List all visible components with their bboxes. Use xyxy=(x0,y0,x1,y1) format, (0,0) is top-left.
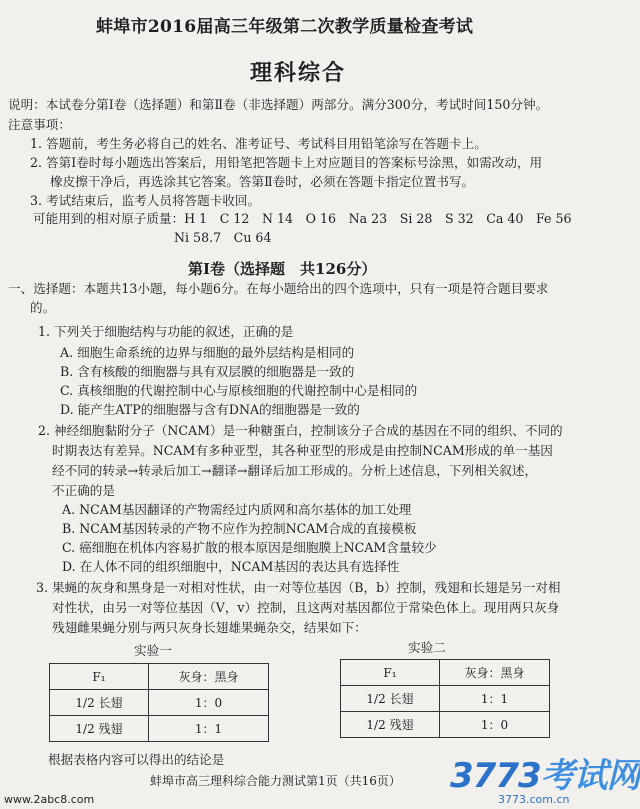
table-header-row xyxy=(341,660,550,686)
watermark-brand-url: 3773.com.cn xyxy=(498,793,570,806)
table-cell: 1/2 残翅 xyxy=(50,716,149,742)
watermark-url-left: www.2abc8.com xyxy=(4,793,95,806)
table-row xyxy=(341,686,550,712)
table-cell: 1：1 xyxy=(440,686,550,712)
table-header-row xyxy=(50,664,269,690)
q2-option-d: D. 在人体不同的组织细胞中，NCAM基因的表达具有选择性 xyxy=(62,559,400,574)
q2-stem-line4: 不正确的是 xyxy=(52,483,115,498)
q2-option-a: A. NCAM基因翻译的产物需经过内质网和高尔基体的加工处理 xyxy=(62,502,412,517)
q2-stem-line2: 时期表达有差异。NCAM有多种亚型，其各种亚型的形成是由控制NCAM形成的单一基因 xyxy=(52,443,553,458)
q3-stem-line3: 残翅雌果蝇分别与两只灰身长翅雄果蝇杂交，结果如下： xyxy=(52,620,367,635)
q1-option-b: B. 含有核酸的细胞器与具有双层膜的细胞器是一致的 xyxy=(60,364,355,379)
experiment1-title: 实验一 xyxy=(134,643,172,658)
notes-heading: 注意事项： xyxy=(8,117,71,132)
atomic-masses-line2: Ni 58.7 Cu 64 xyxy=(174,230,272,245)
section-instructions-line1: 一、选择题：本题共13小题，每小题6分。在每小题给出的四个选项中，只有一项是符合题目要求 xyxy=(8,281,549,296)
experiment2-title: 实验二 xyxy=(408,640,446,655)
section-instructions-line2: 的。 xyxy=(30,300,56,315)
q3-stem-line1: 3. 果蝇的灰身和黑身是一对相对性状，由一对等位基因（B，b）控制，残翅和长翅是另一对相 xyxy=(36,580,561,595)
q1-option-a: A. 细胞生命系统的边界与细胞的最外层结构是相同的 xyxy=(60,345,355,360)
table-cell: 1/2 长翅 xyxy=(341,686,440,712)
note-item-3: 3. 考试结束后，监考人员将答题卡收回。 xyxy=(30,193,261,208)
note-item-2: 2. 答第Ⅰ卷时每小题选出答案后，用铅笔把答题卡上对应题目的答案标号涂黑，如需改动，用 xyxy=(30,155,543,170)
q2-option-c: C. 癌细胞在机体内容易扩散的根本原因是细胞膜上NCAM含量较少 xyxy=(62,540,437,555)
q2-stem-line1: 2. 神经细胞黏附分子（NCAM）是一种糖蛋白，控制该分子合成的基因在不同的组织、不同的 xyxy=(38,423,563,438)
q2-stem-line3: 经不同的转录→转录后加工→翻译→翻译后加工形成的。分析上述信息，下列相关叙述， xyxy=(52,463,538,478)
table-cell: 灰身：黑身 xyxy=(440,660,550,686)
experiment2-table xyxy=(340,659,550,738)
subject-title: 理科综合 xyxy=(250,60,347,86)
page-footer: 蚌埠市高三理科综合能力测试第1页（共16页） xyxy=(150,774,401,788)
watermark-brand-logo xyxy=(450,748,640,797)
table-row xyxy=(341,712,550,738)
atomic-masses-line1: 可能用到的相对原子质量：H 1 C 12 N 14 O 16 Na 23 Si 28 S 32 Ca 40 Fe 56 xyxy=(33,211,572,226)
table-cell: 灰身：黑身 xyxy=(149,664,269,690)
table-cell: 1/2 长翅 xyxy=(50,690,149,716)
note-item-2-cont: 橡皮擦干净后，再选涂其它答案。答第Ⅱ卷时，必须在答题卡指定位置书写。 xyxy=(50,174,475,189)
table-cell: F₁ xyxy=(50,664,149,690)
exam-description: 说明：本试卷分第Ⅰ卷（选择题）和第Ⅱ卷（非选择题）两部分。满分300分，考试时间150分钟。 xyxy=(8,97,549,112)
q3-conclusion: 根据表格内容可以得出的结论是 xyxy=(48,752,225,767)
note-item-1: 1. 答题前，考生务必将自己的姓名、准考证号、考试科目用铅笔涂写在答题卡上。 xyxy=(30,136,487,151)
q3-stem-line2: 对性状，由另一对等位基因（V，v）控制，且这两对基因都位于常染色体上。现用两只灰身 xyxy=(52,600,560,615)
q1-option-c: C. 真核细胞的代谢控制中心与原核细胞的代谢控制中心是相同的 xyxy=(60,383,418,398)
exam-title: 蚌埠市2016届高三年级第二次教学质量检查考试 xyxy=(96,17,474,37)
section-title: 第Ⅰ卷（选择题 共126分） xyxy=(188,260,377,278)
table-cell: 1：0 xyxy=(440,712,550,738)
experiment1-table xyxy=(49,663,269,742)
watermark-brand-number: 3773 xyxy=(450,756,541,796)
q1-option-d: D. 能产生ATP的细胞器与含有DNA的细胞器是一致的 xyxy=(60,402,360,417)
table-row xyxy=(50,716,269,742)
table-cell: 1/2 残翅 xyxy=(341,712,440,738)
table-row xyxy=(50,690,269,716)
q1-stem: 1. 下列关于细胞结构与功能的叙述，正确的是 xyxy=(38,324,294,339)
q2-option-b: B. NCAM基因转录的产物不应作为控制NCAM合成的直接模板 xyxy=(62,521,417,536)
watermark-brand-text: 考试网 xyxy=(540,756,640,796)
table-cell: 1：0 xyxy=(149,690,269,716)
table-cell: 1：1 xyxy=(149,716,269,742)
table-cell: F₁ xyxy=(341,660,440,686)
